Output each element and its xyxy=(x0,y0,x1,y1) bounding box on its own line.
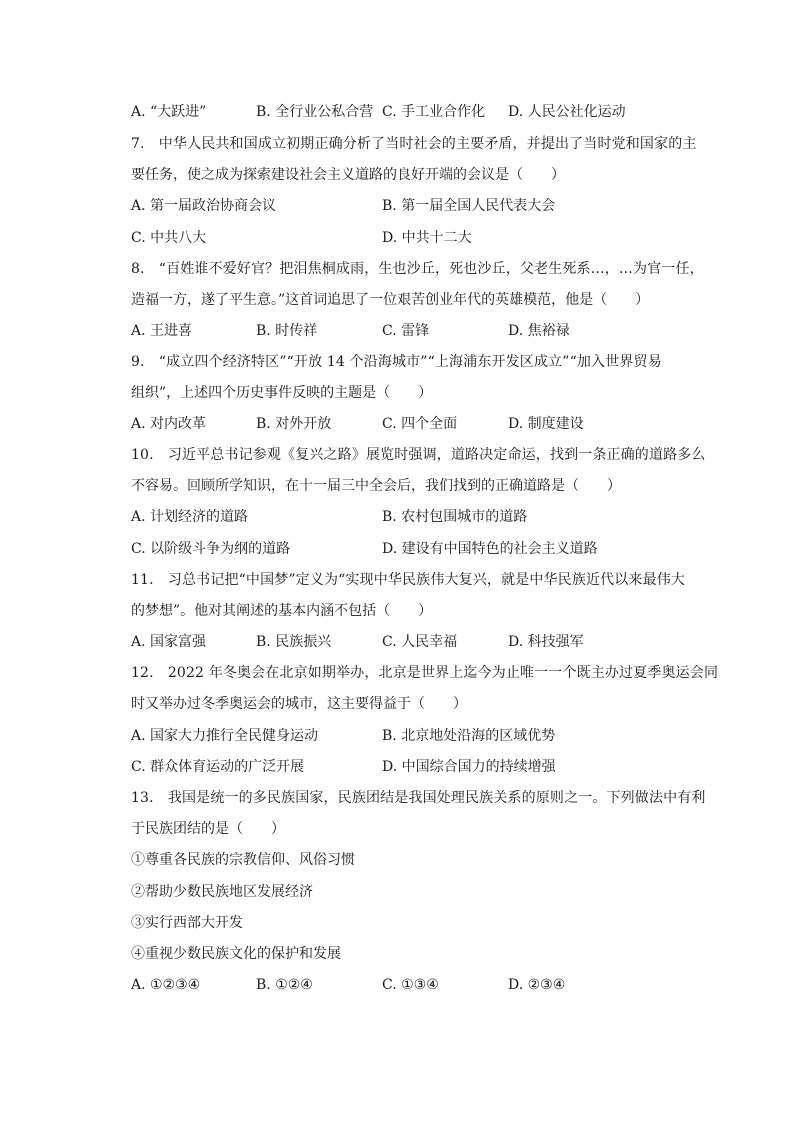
q7-stem-line-2: 要任务，使之成为探索建设社会主义道路的良好开端的会议是（ ） xyxy=(131,167,565,183)
q6-option-c: C. 手工业合作化 xyxy=(382,104,486,120)
q8-option-d: D. 焦裕禄 xyxy=(508,323,570,339)
q11-option-c: C. 人民幸福 xyxy=(382,634,458,650)
q7-option-a: A. 第一届政治协商会议 xyxy=(131,198,277,214)
q10-option-b: B. 农村包围城市的道路 xyxy=(382,509,528,525)
q10-option-a: A. 计划经济的道路 xyxy=(131,509,249,525)
q12-option-d: D. 中国综合国力的持续增强 xyxy=(382,759,556,775)
q12-stem-line-2: 时又举办过冬季奥运会的城市，这主要得益于（ ） xyxy=(131,696,467,712)
q9-stem-line-2: 组织”，上述四个历史事件反映的主题是（ ） xyxy=(131,385,433,401)
q10-stem-line-1: 10. 习近平总书记参观《复兴之路》展览时强调，道路决定命运，找到一条正确的道路多么 xyxy=(131,447,706,463)
q13-stem-line-1: 13. 我国是统一的多民族国家，民族团结是我国处理民族关系的原则之一。下列做法中有利 xyxy=(131,790,706,806)
q12-option-a: A. 国家大力推行全民健身运动 xyxy=(131,728,319,744)
q11-stem-line-2: 的梦想”。他对其阐述的基本内涵不包括（ ） xyxy=(131,603,433,619)
q7-option-d: D. 中共十二大 xyxy=(382,230,472,246)
q10-option-d: D. 建设有中国特色的社会主义道路 xyxy=(382,541,598,557)
q12-option-c: C. 群众体育运动的广泛开展 xyxy=(131,759,305,775)
q9-option-b: B. 对外开放 xyxy=(256,416,332,432)
q10-stem-line-2: 不容易。回顾所学知识，在十一届三中全会后，我们找到的正确道路是（ ） xyxy=(131,478,621,494)
q9-option-d: D. 制度建设 xyxy=(508,416,584,432)
q8-option-a: A. 王进喜 xyxy=(131,323,193,339)
q13-item-1: ①尊重各民族的宗教信仰、风俗习惯 xyxy=(131,852,355,868)
q13-item-2: ②帮助少数民族地区发展经济 xyxy=(131,884,313,900)
q12-stem-line-1: 12. 2022 年冬奥会在北京如期举办，北京是世界上迄今为止唯一一个既主办过夏季奥运会同 xyxy=(131,665,719,681)
q7-stem-line-1: 7. 中华人民共和国成立初期正确分析了当时社会的主要矛盾，并提出了当时党和国家的主 xyxy=(131,136,697,152)
q6-option-b: B. 全行业公私合营 xyxy=(256,104,374,120)
q13-item-4: ④重视少数民族文化的保护和发展 xyxy=(131,946,341,962)
q6-option-a: A. “大跃进” xyxy=(131,104,207,120)
q9-stem-line-1: 9. “成立四个经济特区”“开放 14 个沿海城市”“上海浦东开发区成立”“加入世界贸易 xyxy=(131,354,662,370)
q8-stem-line-2: 造福一方，遂了平生意。”这首词追思了一位艰苦创业年代的英雄模范，他是（ ） xyxy=(131,292,650,308)
q11-option-b: B. 民族振兴 xyxy=(256,634,332,650)
q11-option-d: D. 科技强军 xyxy=(508,634,584,650)
q13-option-b: B. ①②④ xyxy=(256,977,313,993)
q10-option-c: C. 以阶级斗争为纲的道路 xyxy=(131,541,291,557)
q6-option-d: D. 人民公社化运动 xyxy=(508,104,626,120)
q13-stem-line-2: 于民族团结的是（ ） xyxy=(131,821,285,837)
q8-option-c: C. 雷锋 xyxy=(382,323,430,339)
q13-option-c: C. ①③④ xyxy=(382,977,439,993)
q7-option-b: B. 第一届全国人民代表大会 xyxy=(382,198,556,214)
q7-option-c: C. 中共八大 xyxy=(131,230,207,246)
q8-stem-line-1: 8. “百姓谁不爱好官？把泪焦桐成雨，生也沙丘，死也沙丘，父老生死系…，…为官一任， xyxy=(131,261,704,277)
q11-option-a: A. 国家富强 xyxy=(131,634,207,650)
q9-option-c: C. 四个全面 xyxy=(382,416,458,432)
q13-option-a: A. ①②③④ xyxy=(131,977,201,993)
q13-item-3: ③实行西部大开发 xyxy=(131,915,243,931)
q11-stem-line-1: 11. 习总书记把“中国梦”定义为“实现中华民族伟大复兴，就是中华民族近代以来最伟大 xyxy=(131,572,686,588)
q9-option-a: A. 对内改革 xyxy=(131,416,207,432)
q12-option-b: B. 北京地处沿海的区域优势 xyxy=(382,728,556,744)
q13-option-d: D. ②③④ xyxy=(508,977,566,993)
q8-option-b: B. 时传祥 xyxy=(256,323,318,339)
